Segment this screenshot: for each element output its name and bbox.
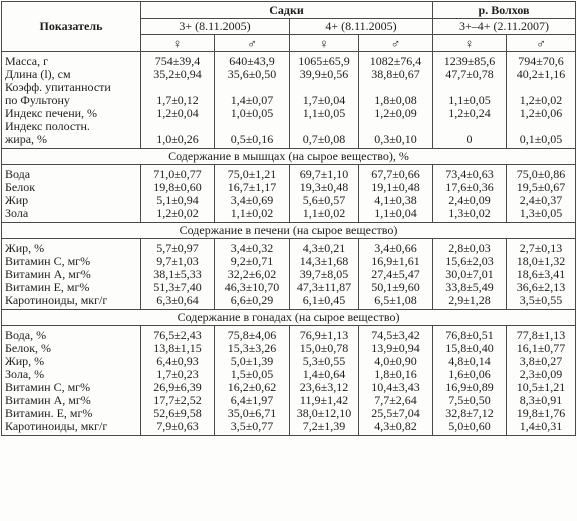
value-cell: 32,8±7,12 bbox=[433, 407, 507, 420]
value-cell: 11,9±1,42 bbox=[290, 394, 359, 407]
value-cell: 4,8±0,14 bbox=[433, 355, 507, 368]
value-cell bbox=[507, 120, 576, 133]
value-cell: 38,1±5,33 bbox=[141, 268, 215, 281]
value-cell: 3,4±0,32 bbox=[215, 239, 290, 256]
table-row bbox=[2, 181, 576, 194]
value-cell: 30,0±7,01 bbox=[433, 268, 507, 281]
male-sign: ♂ bbox=[215, 35, 290, 52]
value-cell: 4,1±0,38 bbox=[359, 194, 433, 207]
value-cell: 23,6±3,12 bbox=[290, 381, 359, 394]
row-label: Длина (l), см bbox=[2, 68, 141, 81]
value-cell: 13,8±1,15 bbox=[141, 342, 215, 355]
value-cell: 15,0±0,78 bbox=[290, 342, 359, 355]
value-cell: 76,5±2,43 bbox=[141, 326, 215, 343]
row-label: Белок, % bbox=[2, 342, 141, 355]
value-cell: 0,5±0,16 bbox=[215, 133, 290, 149]
value-cell: 7,2±1,39 bbox=[290, 420, 359, 436]
value-cell: 40,2±1,16 bbox=[507, 68, 576, 81]
value-cell: 5,1±0,94 bbox=[141, 194, 215, 207]
value-cell: 7,9±0,63 bbox=[141, 420, 215, 436]
section-body bbox=[2, 326, 576, 436]
value-cell bbox=[359, 120, 433, 133]
value-cell: 1,1±0,05 bbox=[290, 107, 359, 120]
value-cell: 1,2±0,02 bbox=[507, 94, 576, 107]
table-row bbox=[2, 107, 576, 120]
value-cell: 0,7±0,08 bbox=[290, 133, 359, 149]
section-header bbox=[2, 149, 576, 165]
value-cell: 15,6±2,03 bbox=[433, 255, 507, 268]
value-cell: 5,3±0,55 bbox=[290, 355, 359, 368]
value-cell: 1,7±0,04 bbox=[290, 94, 359, 107]
value-cell: 76,9±1,13 bbox=[290, 326, 359, 343]
row-label: Витамин С, мг% bbox=[2, 381, 141, 394]
row-label: Белок bbox=[2, 181, 141, 194]
value-cell: 17,7±2,52 bbox=[141, 394, 215, 407]
value-cell: 16,2±0,62 bbox=[215, 381, 290, 394]
value-cell: 46,3±10,70 bbox=[215, 281, 290, 294]
section-body bbox=[2, 52, 576, 149]
table-row bbox=[2, 368, 576, 381]
value-cell: 76,8±0,51 bbox=[433, 326, 507, 343]
table-row bbox=[2, 294, 576, 310]
value-cell: 19,1±0,48 bbox=[359, 181, 433, 194]
value-cell bbox=[215, 81, 290, 94]
value-cell: 3,4±0,69 bbox=[215, 194, 290, 207]
value-cell: 39,7±8,05 bbox=[290, 268, 359, 281]
date-header: 4+ (8.11.2005) bbox=[290, 19, 433, 35]
value-cell: 0 bbox=[433, 133, 507, 149]
value-cell: 1,5±0,05 bbox=[215, 368, 290, 381]
group-header-sadki: Садки bbox=[141, 2, 433, 19]
value-cell: 50,1±9,60 bbox=[359, 281, 433, 294]
section-title: Содержание в мышцах (на сырое вещество), % bbox=[2, 149, 576, 165]
table-row bbox=[2, 281, 576, 294]
value-cell: 26,9±6,39 bbox=[141, 381, 215, 394]
value-cell: 1,0±0,26 bbox=[141, 133, 215, 149]
value-cell: 3,4±0,66 bbox=[359, 239, 433, 256]
date-header: 3+–4+ (2.11.2007) bbox=[433, 19, 576, 35]
value-cell: 2,4±0,37 bbox=[507, 194, 576, 207]
table-row bbox=[2, 381, 576, 394]
value-cell: 75,0±0,86 bbox=[507, 165, 576, 182]
value-cell: 5,7±0,97 bbox=[141, 239, 215, 256]
value-cell: 4,3±0,82 bbox=[359, 420, 433, 436]
value-cell: 754±39,4 bbox=[141, 52, 215, 69]
date-header: 3+ (8.11.2005) bbox=[141, 19, 290, 35]
value-cell: 1,4±0,07 bbox=[215, 94, 290, 107]
value-cell: 1,1±0,05 bbox=[433, 94, 507, 107]
value-cell: 52,6±9,58 bbox=[141, 407, 215, 420]
row-label: Индекс печени, % bbox=[2, 107, 141, 120]
value-cell bbox=[433, 120, 507, 133]
table-row bbox=[2, 165, 576, 182]
table-row bbox=[2, 268, 576, 281]
value-cell: 2,7±0,13 bbox=[507, 239, 576, 256]
value-cell: 47,3±11,87 bbox=[290, 281, 359, 294]
value-cell: 77,8±1,13 bbox=[507, 326, 576, 343]
value-cell: 38,0±12,10 bbox=[290, 407, 359, 420]
value-cell: 1,4±0,64 bbox=[290, 368, 359, 381]
row-label: Каротиноиды, мкг/г bbox=[2, 294, 141, 310]
row-label: по Фультону bbox=[2, 94, 141, 107]
table-row bbox=[2, 133, 576, 149]
group-header-volkhov: р. Волхов bbox=[433, 2, 576, 19]
value-cell: 71,0±0,77 bbox=[141, 165, 215, 182]
value-cell: 19,8±1,76 bbox=[507, 407, 576, 420]
value-cell: 9,7±1,03 bbox=[141, 255, 215, 268]
table-row bbox=[2, 94, 576, 107]
value-cell: 16,9±0,89 bbox=[433, 381, 507, 394]
value-cell: 47,7±0,78 bbox=[433, 68, 507, 81]
table-row bbox=[2, 342, 576, 355]
value-cell: 1,2±0,24 bbox=[433, 107, 507, 120]
section-title: Содержание в гонадах (на сырое вещество) bbox=[2, 310, 576, 326]
value-cell: 10,5±1,21 bbox=[507, 381, 576, 394]
value-cell: 74,5±3,42 bbox=[359, 326, 433, 343]
row-label: Витамин А, мг% bbox=[2, 394, 141, 407]
value-cell: 1,3±0,02 bbox=[433, 207, 507, 223]
value-cell: 75,8±4,06 bbox=[215, 326, 290, 343]
value-cell: 0,1±0,05 bbox=[507, 133, 576, 149]
table-row bbox=[2, 420, 576, 436]
row-label: Масса, г bbox=[2, 52, 141, 69]
value-cell: 73,4±0,63 bbox=[433, 165, 507, 182]
value-cell: 7,5±0,50 bbox=[433, 394, 507, 407]
value-cell: 8,3±0,91 bbox=[507, 394, 576, 407]
row-label: Каротиноиды, мкг/г bbox=[2, 420, 141, 436]
value-cell: 1,3±0,05 bbox=[507, 207, 576, 223]
value-cell: 19,3±0,48 bbox=[290, 181, 359, 194]
value-cell: 16,7±1,17 bbox=[215, 181, 290, 194]
value-cell: 3,5±0,55 bbox=[507, 294, 576, 310]
value-cell: 2,9±1,28 bbox=[433, 294, 507, 310]
value-cell: 33,8±5,49 bbox=[433, 281, 507, 294]
value-cell bbox=[141, 120, 215, 133]
value-cell: 1,1±0,02 bbox=[215, 207, 290, 223]
value-cell: 5,0±0,60 bbox=[433, 420, 507, 436]
section-header bbox=[2, 223, 576, 239]
value-cell: 1,8±0,16 bbox=[359, 368, 433, 381]
value-cell: 14,3±1,68 bbox=[290, 255, 359, 268]
value-cell: 38,8±0,67 bbox=[359, 68, 433, 81]
value-cell: 1,0±0,05 bbox=[215, 107, 290, 120]
value-cell: 1,7±0,23 bbox=[141, 368, 215, 381]
row-label: Зола bbox=[2, 207, 141, 223]
value-cell: 1065±65,9 bbox=[290, 52, 359, 69]
female-sign: ♀ bbox=[290, 35, 359, 52]
value-cell: 6,6±0,29 bbox=[215, 294, 290, 310]
row-label: Жир bbox=[2, 194, 141, 207]
female-sign: ♀ bbox=[141, 35, 215, 52]
value-cell bbox=[141, 81, 215, 94]
value-cell: 6,4±1,97 bbox=[215, 394, 290, 407]
section-body bbox=[2, 239, 576, 310]
value-cell: 32,2±6,02 bbox=[215, 268, 290, 281]
row-label: жира, % bbox=[2, 133, 141, 149]
value-cell: 19,5±0,67 bbox=[507, 181, 576, 194]
value-cell: 35,2±0,94 bbox=[141, 68, 215, 81]
value-cell: 27,4±5,47 bbox=[359, 268, 433, 281]
male-sign: ♂ bbox=[507, 35, 576, 52]
table-row bbox=[2, 326, 576, 343]
value-cell: 18,6±3,41 bbox=[507, 268, 576, 281]
table-header bbox=[2, 2, 576, 52]
value-cell: 3,5±0,77 bbox=[215, 420, 290, 436]
row-label: Жир, % bbox=[2, 355, 141, 368]
row-label: Витамин С, мг% bbox=[2, 255, 141, 268]
value-cell bbox=[359, 81, 433, 94]
table-row bbox=[2, 120, 576, 133]
value-cell: 4,3±0,21 bbox=[290, 239, 359, 256]
value-cell: 1,2±0,09 bbox=[359, 107, 433, 120]
value-cell: 1,2±0,02 bbox=[141, 207, 215, 223]
value-cell: 9,2±0,71 bbox=[215, 255, 290, 268]
value-cell: 1082±76,4 bbox=[359, 52, 433, 69]
value-cell: 39,9±0,56 bbox=[290, 68, 359, 81]
row-label: Витамин. Е, мг% bbox=[2, 407, 141, 420]
value-cell: 3,8±0,27 bbox=[507, 355, 576, 368]
row-label: Жир, % bbox=[2, 239, 141, 256]
section-body bbox=[2, 165, 576, 223]
table-row bbox=[2, 407, 576, 420]
value-cell: 1,4±0,31 bbox=[507, 420, 576, 436]
row-label: Вода, % bbox=[2, 326, 141, 343]
table-row bbox=[2, 68, 576, 81]
value-cell: 67,7±0,66 bbox=[359, 165, 433, 182]
value-cell: 2,8±0,03 bbox=[433, 239, 507, 256]
value-cell: 51,3±7,40 bbox=[141, 281, 215, 294]
value-cell: 1239±85,6 bbox=[433, 52, 507, 69]
value-cell: 19,8±0,60 bbox=[141, 181, 215, 194]
value-cell: 15,8±0,40 bbox=[433, 342, 507, 355]
value-cell: 5,6±0,57 bbox=[290, 194, 359, 207]
value-cell: 75,0±1,21 bbox=[215, 165, 290, 182]
value-cell: 1,7±0,12 bbox=[141, 94, 215, 107]
value-cell: 16,9±1,61 bbox=[359, 255, 433, 268]
table-row bbox=[2, 255, 576, 268]
value-cell: 1,1±0,02 bbox=[290, 207, 359, 223]
value-cell bbox=[290, 120, 359, 133]
data-table bbox=[1, 1, 576, 436]
section-title: Содержание в печени (на сырое вещество) bbox=[2, 223, 576, 239]
value-cell: 17,6±0,36 bbox=[433, 181, 507, 194]
value-cell: 2,3±0,09 bbox=[507, 368, 576, 381]
value-cell bbox=[507, 81, 576, 94]
value-cell: 35,6±0,50 bbox=[215, 68, 290, 81]
table-row bbox=[2, 239, 576, 256]
value-cell bbox=[433, 81, 507, 94]
value-cell: 36,6±2,13 bbox=[507, 281, 576, 294]
value-cell: 13,9±0,94 bbox=[359, 342, 433, 355]
value-cell: 6,1±0,45 bbox=[290, 294, 359, 310]
value-cell: 35,0±6,71 bbox=[215, 407, 290, 420]
table-row bbox=[2, 355, 576, 368]
table-row bbox=[2, 394, 576, 407]
value-cell: 5,0±1,39 bbox=[215, 355, 290, 368]
value-cell bbox=[290, 81, 359, 94]
table-row bbox=[2, 207, 576, 223]
male-sign: ♂ bbox=[359, 35, 433, 52]
value-cell bbox=[215, 120, 290, 133]
table-row bbox=[2, 81, 576, 94]
value-cell: 1,2±0,06 bbox=[507, 107, 576, 120]
value-cell: 69,7±1,10 bbox=[290, 165, 359, 182]
value-cell: 10,4±3,43 bbox=[359, 381, 433, 394]
value-cell: 25,5±7,04 bbox=[359, 407, 433, 420]
value-cell: 0,3±0,10 bbox=[359, 133, 433, 149]
value-cell: 15,3±3,26 bbox=[215, 342, 290, 355]
table-row bbox=[2, 194, 576, 207]
value-cell: 6,5±1,08 bbox=[359, 294, 433, 310]
value-cell: 16,1±0,77 bbox=[507, 342, 576, 355]
value-cell: 640±43,9 bbox=[215, 52, 290, 69]
section-header bbox=[2, 310, 576, 326]
row-label: Коэфф. упитанности bbox=[2, 81, 141, 94]
value-cell: 1,1±0,04 bbox=[359, 207, 433, 223]
value-cell: 1,6±0,06 bbox=[433, 368, 507, 381]
row-label: Витамин А, мг% bbox=[2, 268, 141, 281]
value-cell: 6,3±0,64 bbox=[141, 294, 215, 310]
value-cell: 1,8±0,08 bbox=[359, 94, 433, 107]
value-cell: 7,7±2,64 bbox=[359, 394, 433, 407]
value-cell: 18,0±1,32 bbox=[507, 255, 576, 268]
value-cell: 1,2±0,04 bbox=[141, 107, 215, 120]
value-cell: 794±70,6 bbox=[507, 52, 576, 69]
row-label: Вода bbox=[2, 165, 141, 182]
table-row bbox=[2, 52, 576, 69]
param-header: Показатель bbox=[2, 2, 141, 52]
row-label: Индекс полостн. bbox=[2, 120, 141, 133]
female-sign: ♀ bbox=[433, 35, 507, 52]
value-cell: 4,0±0,90 bbox=[359, 355, 433, 368]
row-label: Зола, % bbox=[2, 368, 141, 381]
value-cell: 2,4±0,09 bbox=[433, 194, 507, 207]
value-cell: 6,4±0,93 bbox=[141, 355, 215, 368]
row-label: Витамин Е, мг% bbox=[2, 281, 141, 294]
